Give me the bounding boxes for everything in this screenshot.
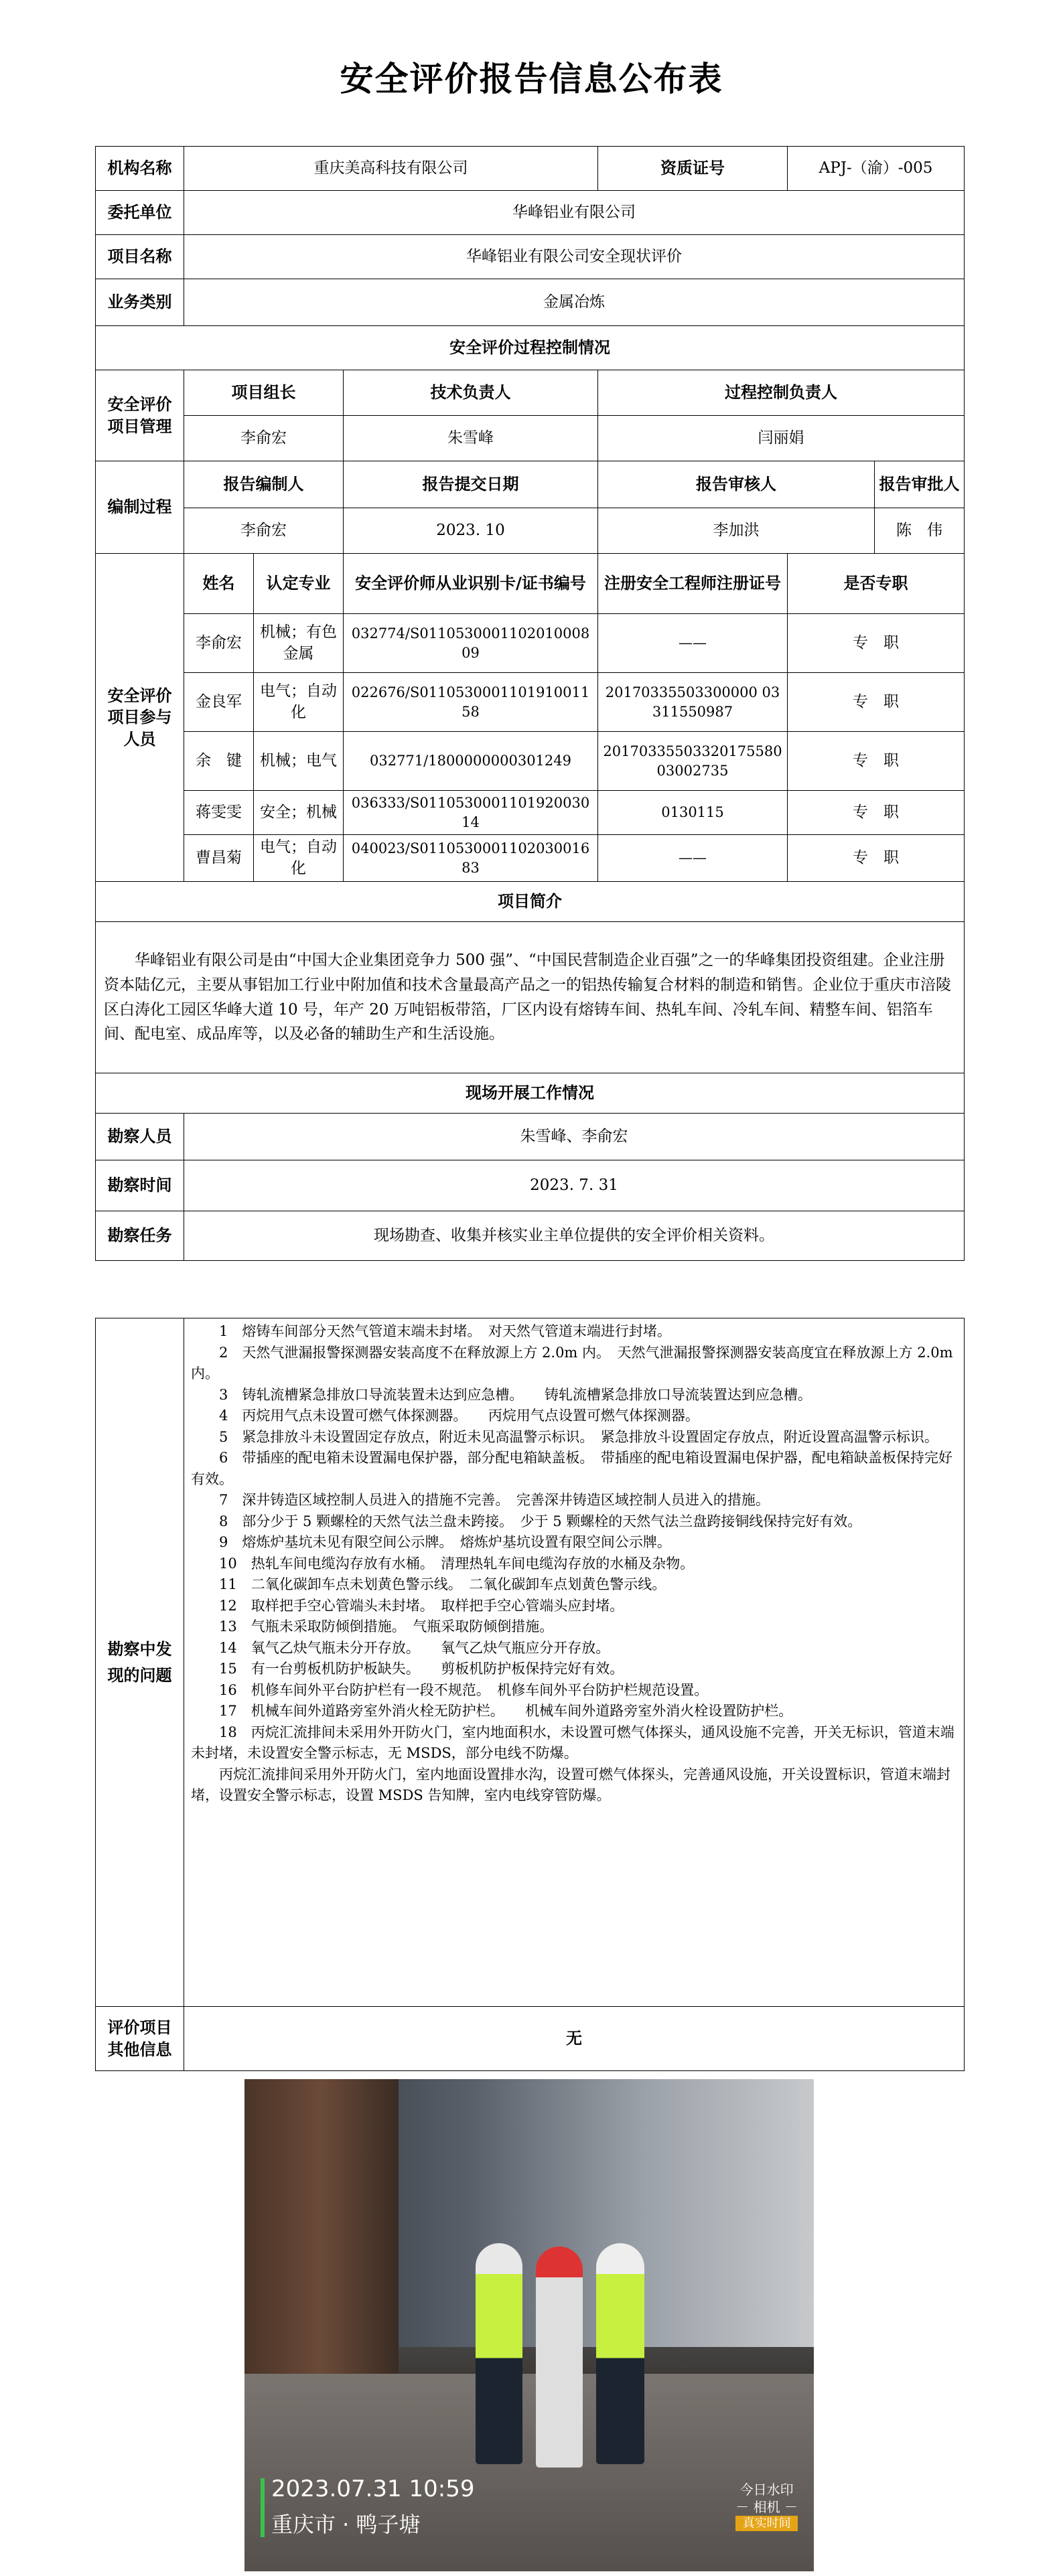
writer-value: 李俞宏: [184, 508, 344, 554]
survey-task-label: 勘察任务: [96, 1211, 184, 1261]
issue-item: 17 机械车间外道路旁室外消火栓无防护栏。 机械车间外道路旁室外消火栓设置防护栏。: [219, 1703, 793, 1719]
issue-item: 3 铸轧流槽紧急排放口导流装置未达到应急槽。 铸轧流槽紧急排放口导流装置达到应急槽。: [219, 1386, 812, 1403]
table-row: [96, 732, 965, 791]
member-reg: 20170335503320175580 03002735: [598, 732, 788, 791]
other-label: 评价项目其他信息: [96, 2007, 184, 2071]
member-name: 蒋雯雯: [184, 791, 254, 835]
table-row: [96, 791, 965, 835]
leader-value: 李俞宏: [184, 416, 344, 461]
page-title: 安全评价报告信息公布表: [340, 60, 723, 98]
member-reg: 20170335503300000 03311550987: [598, 673, 788, 732]
issue-item: 14 氧气乙炔气瓶未分开存放。 氧气乙炔气瓶应分开存放。: [219, 1639, 610, 1656]
issue-item: 4 丙烷用气点未设置可燃气体探测器。 丙烷用气点设置可燃气体探测器。: [219, 1408, 699, 1424]
issue-item: 15 有一台剪板机防护板缺失。 剪板机防护板保持完好有效。: [219, 1661, 624, 1677]
members-header-fulltime: 是否专职: [788, 554, 965, 614]
member-card: 032771/1800000000301249: [344, 732, 598, 791]
member-major: 电气；自动化: [254, 673, 344, 732]
intro-text: 华峰铝业有限公司是由“中国大企业集团竞争力 500 强”、“中国民营制造企业百强”之一的华峰集团投资组建。企业注册资本陆亿元，主要从事铝加工行业中附加值和技术含量最高产品之一的铝热传输复合材料的制造和销售。企业位于重庆市涪陵区白涛化工园区华峰大道 10 号，年产 20 万吨铝板带箔，厂区内设有熔铸车间、热轧车间、冷轧车间、精整车间、铝箔车间、配电室、成品库等，以及必备的辅助生产和生活设施。: [96, 922, 965, 1073]
members-label: 安全评价项目参与人员: [96, 554, 184, 882]
table-row: [96, 835, 965, 882]
issues-label: 勘察中发现的问题: [96, 1318, 184, 2007]
member-fulltime: 专 职: [788, 791, 965, 835]
table-row: [96, 673, 965, 732]
member-fulltime: 专 职: [788, 835, 965, 882]
issue-item: 16 机修车间外平台防护栏有一段不规范。 机修车间外平台防护栏规范设置。: [219, 1681, 709, 1698]
issue-item: 13 气瓶未采取防倾倒措施。 气瓶采取防倾倒措施。: [219, 1618, 554, 1635]
issue-item: 7 深井铸造区域控制人员进入的措施不完善。 完善深井铸造区域控制人员进入的措施。: [219, 1492, 770, 1508]
photo-floor: [244, 2374, 814, 2571]
members-header-major: 认定专业: [254, 554, 344, 614]
reviewer-label: 报告审核人: [598, 461, 875, 508]
survey-section-title: 现场开展工作情况: [96, 1073, 965, 1114]
photo-datetime: 2023.07.31 10:59: [271, 2476, 475, 2502]
member-card: 032774/S011053000110201000809: [344, 614, 598, 673]
table-row: [96, 614, 965, 673]
org-label: 机构名称: [96, 147, 184, 191]
member-card: 036333/S011053000110192003014: [344, 791, 598, 835]
tech-label: 技术负责人: [344, 370, 598, 416]
member-major: 机械；电气: [254, 732, 344, 791]
issues-table: [95, 1318, 965, 2071]
approver-label: 报告审批人: [875, 461, 965, 508]
members-header-reg: 注册安全工程师注册证号: [598, 554, 788, 614]
member-card: 040023/S011053000110203001683: [344, 835, 598, 882]
watermark-line2: － 相机 －: [735, 2499, 798, 2515]
tech-value: 朱雪峰: [344, 416, 598, 461]
member-reg: ——: [598, 835, 788, 882]
survey-time-value: 2023. 7. 31: [184, 1160, 965, 1211]
control-label: 过程控制负责人: [598, 370, 965, 416]
member-name: 金良军: [184, 673, 254, 732]
member-fulltime: 专 职: [788, 673, 965, 732]
survey-people-value: 朱雪峰、李俞宏: [184, 1114, 965, 1160]
member-major: 安全；机械: [254, 791, 344, 835]
person-right: [596, 2243, 644, 2464]
watermark-badge: 真实时间: [735, 2516, 798, 2531]
industry-value: 金属冶炼: [184, 279, 965, 326]
member-card: 022676/S011053000110191001158: [344, 673, 598, 732]
issue-item: 1 熔铸车间部分天然气管道末端未封堵。 对天然气管道末端进行封堵。: [219, 1323, 671, 1339]
issue-item: 18 丙烷汇流排间未采用外开防火门，室内地面积水，未设置可燃气体探头，通风设施不完善，开关无标识，管道末端未封堵，未设置安全警示标志，无 MSDS，部分电线不防爆。: [191, 1724, 954, 1761]
org-value: 重庆美高科技有限公司: [184, 147, 598, 191]
issue-item: 8 部分少于 5 颗螺栓的天然气法兰盘未跨接。 少于 5 颗螺栓的天然气法兰盘跨接铜线保持完好有效。: [219, 1513, 862, 1529]
member-name: 余 键: [184, 732, 254, 791]
member-major: 机械；有色金属: [254, 614, 344, 673]
member-reg: 0130115: [598, 791, 788, 835]
writer-label: 报告编制人: [184, 461, 344, 508]
issue-item: 5 紧急排放斗未设置固定存放点，附近未见高温警示标识。 紧急排放斗设置固定存放点，附近设置高温警示标识。: [219, 1428, 938, 1445]
issue-item: 6 带插座的配电箱未设置漏电保护器，部分配电箱缺盖板。 带插座的配电箱设置漏电保护器，配电箱缺盖板保持完好有效。: [191, 1450, 952, 1487]
client-label: 委托单位: [96, 191, 184, 235]
member-name: 李俞宏: [184, 614, 254, 673]
compile-label: 编制过程: [96, 461, 184, 554]
cert-label: 资质证号: [598, 147, 788, 191]
control-value: 闫丽娟: [598, 416, 965, 461]
member-name: 曹昌菊: [184, 835, 254, 882]
survey-time-label: 勘察时间: [96, 1160, 184, 1211]
person-left: [476, 2243, 522, 2464]
issue-item: 9 熔炼炉基坑未见有限空间公示牌。 熔炼炉基坑设置有限空间公示牌。: [219, 1534, 671, 1550]
issue-item: 11 二氧化碳卸车点未划黄色警示线。 二氧化碳卸车点划黄色警示线。: [219, 1576, 666, 1592]
survey-people-label: 勘察人员: [96, 1114, 184, 1160]
cert-value: APJ-（渝）-005: [788, 147, 965, 191]
reviewer-value: 李加洪: [598, 508, 875, 554]
approver-value: 陈 伟: [875, 508, 965, 554]
other-value: 无: [184, 2007, 965, 2071]
project-value: 华峰铝业有限公司安全现状评价: [184, 235, 965, 279]
issue-item: 12 取样把手空心管端头未封堵。 取样把手空心管端头应封堵。: [219, 1597, 624, 1614]
project-label: 项目名称: [96, 235, 184, 279]
mgmt-label: 安全评价项目管理: [96, 370, 184, 461]
date-label: 报告提交日期: [344, 461, 598, 508]
photo-location: 重庆市 · 鸭子塘: [271, 2512, 421, 2537]
member-fulltime: 专 职: [788, 614, 965, 673]
stamp-bar: [261, 2478, 265, 2537]
client-value: 华峰铝业有限公司: [184, 191, 965, 235]
member-fulltime: 专 职: [788, 732, 965, 791]
member-major: 电气；自动化: [254, 835, 344, 882]
members-header-card: 安全评价师从业识别卡/证书编号: [344, 554, 598, 614]
leader-label: 项目组长: [184, 370, 344, 416]
members-header-name: 姓名: [184, 554, 254, 614]
person-middle: [536, 2247, 583, 2468]
watermark-line1: 今日水印: [739, 2482, 794, 2498]
site-photo: [244, 2079, 814, 2571]
issues-list: [184, 1318, 965, 2007]
issue-item: 2 天然气泄漏报警探测器安装高度不在释放源上方 2.0m 内。 天然气泄漏报警探测器安装高度宜在释放源上方 2.0m 内。: [191, 1344, 953, 1381]
issue-item: 10 热轧车间电缆沟存放有水桶。 清理热轧车间电缆沟存放的水桶及杂物。: [219, 1555, 695, 1572]
industry-label: 业务类别: [96, 279, 184, 326]
issue-item: 丙烷汇流排间采用外开防火门，室内地面设置排水沟，设置可燃气体探头，完善通风设施，开关设置标识，管道末端封堵，设置安全警示标志，设置 MSDS 告知牌，室内电线穿管防爆。: [191, 1766, 950, 1803]
watermark-logo: [735, 2481, 798, 2531]
date-value: 2023. 10: [344, 508, 598, 554]
survey-task-value: 现场勘查、收集并核实业主单位提供的安全评价相关资料。: [184, 1211, 965, 1261]
process-section-title: 安全评价过程控制情况: [96, 326, 965, 370]
member-reg: ——: [598, 614, 788, 673]
intro-section-title: 项目简介: [96, 882, 965, 922]
info-table: [95, 146, 965, 1261]
